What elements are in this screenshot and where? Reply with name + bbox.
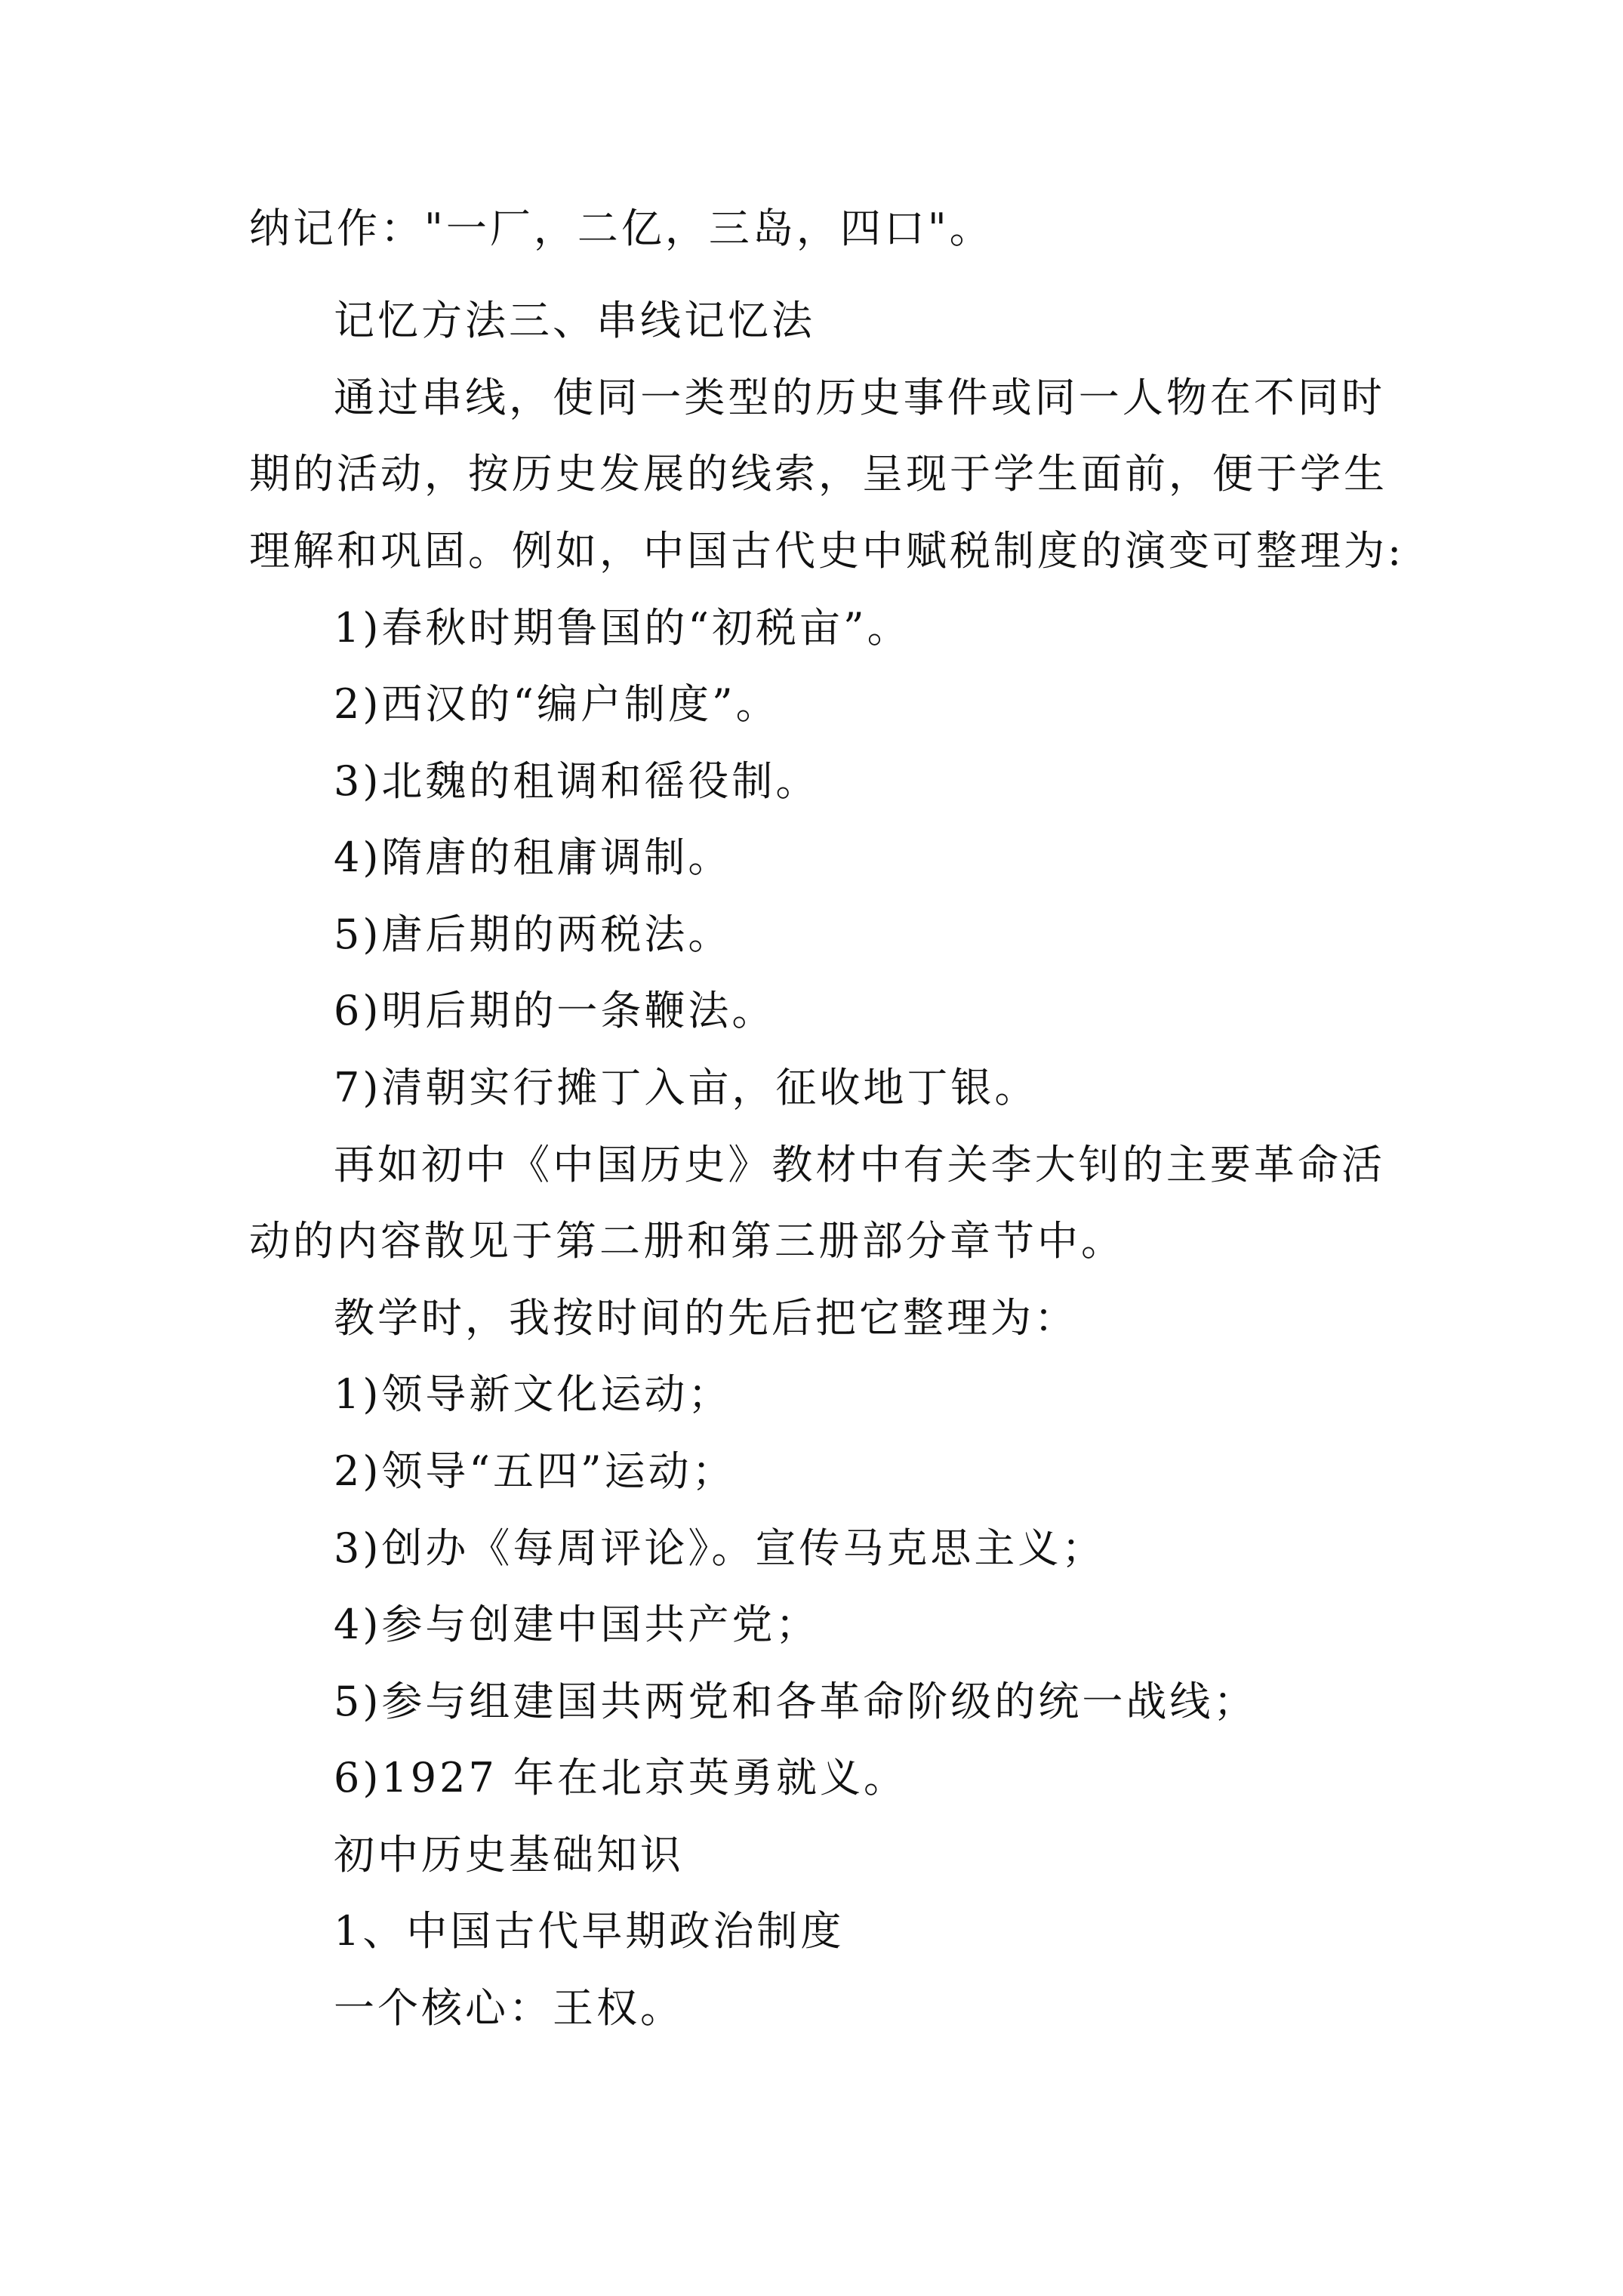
list-item: 6)明后期的一条鞭法。: [334, 987, 776, 1034]
paragraph-line: 再如初中《中国历史》教材中有关李大钊的主要革命活: [334, 1141, 1385, 1188]
paragraph-line: 期的活动，按历史发展的线索，呈现于学生面前，便于学生: [249, 450, 1387, 498]
text-line: 纳记作："一厂，二亿，三岛，四口"。: [249, 205, 993, 252]
list-item: 3)创办《每周评论》。宣传马克思主义；: [334, 1524, 1106, 1572]
section-heading: 记忆方法三、串线记忆法: [334, 297, 815, 344]
section-heading: 初中历史基础知识: [334, 1831, 684, 1878]
list-item: 4)参与创建中国共产党；: [334, 1601, 820, 1648]
paragraph-line: 教学时，我按时间的先后把它整理为：: [334, 1294, 1078, 1342]
list-item: 4)隋唐的租庸调制。: [334, 834, 732, 881]
paragraph-line: 通过串线，使同一类型的历史事件或同一人物在不同时: [334, 374, 1385, 421]
list-item: 5)唐后期的两税法。: [334, 911, 732, 958]
paragraph-line: 理解和巩固。例如，中国古代史中赋税制度的演变可整理为:: [249, 527, 1405, 575]
paragraph-line: 一个核心：王权。: [334, 1984, 684, 2032]
paragraph-line: 动的内容散见于第二册和第三册部分章节中。: [249, 1217, 1125, 1265]
list-item: 2)西汉的“编户制度”。: [334, 680, 780, 728]
list-item: 1)春秋时期鲁国的“初税亩”。: [334, 604, 911, 652]
list-item: 2)领导“五四”运动；: [334, 1447, 736, 1495]
section-heading: 1、中国古代早期政治制度: [334, 1907, 845, 1955]
list-item: 3)北魏的租调和徭役制。: [334, 757, 820, 805]
list-item: 6)1927 年在北京英勇就义。: [334, 1754, 908, 1801]
list-item: 7)清朝实行摊丁入亩，征收地丁银。: [334, 1064, 1039, 1111]
list-item: 1)领导新文化运动；: [334, 1370, 732, 1418]
list-item: 5)参与组建国共两党和各革命阶级的统一战线；: [334, 1678, 1258, 1725]
